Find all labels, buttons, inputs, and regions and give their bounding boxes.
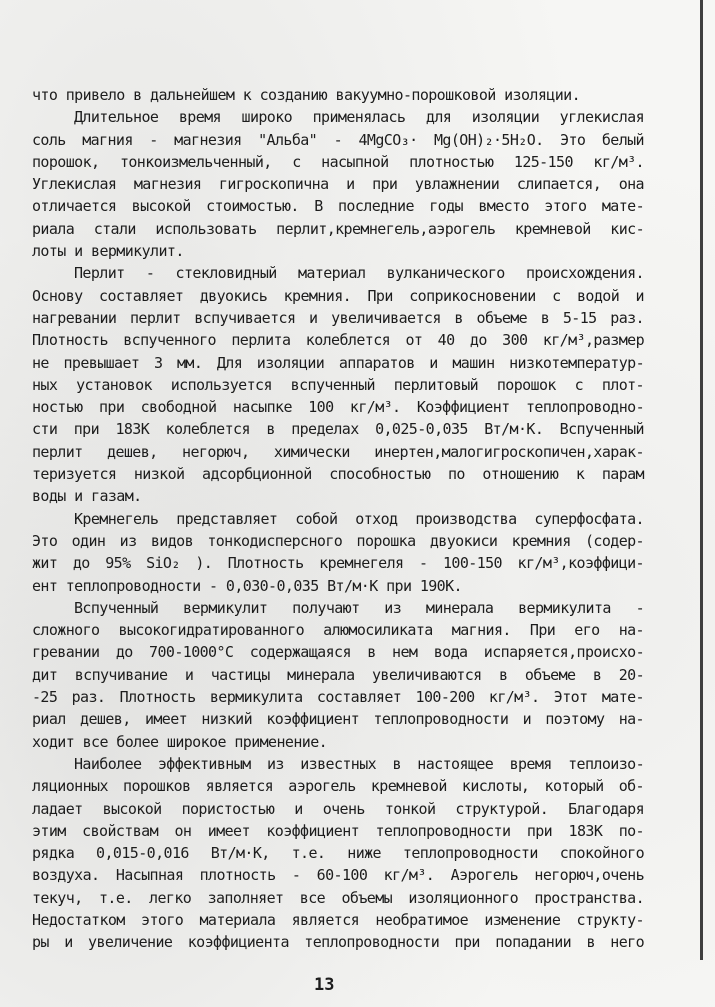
text-line: жит до 95% SiO₂ ). Плотность кремнегеля - 100-150 кг/м³,коэффици- <box>32 554 644 573</box>
page-number: 13 <box>314 975 335 995</box>
page-edge-line <box>700 0 703 960</box>
text-line: Недостатком этого материала является необратимое изменение структу- <box>32 910 644 929</box>
text-line: порошок, тонкоизмельченный, с насыпной плотностью 125-150 кг/м³. <box>32 152 644 171</box>
text-line: теризуется низкой адсорбционной способностью по отношению к парам <box>32 465 644 484</box>
text-line: Плотность вспученного перлита колеблется от 40 до 300 кг/м³,размер <box>32 331 644 350</box>
text-line: Это один из видов тонкодисперсного порошка двуокиси кремния (содер- <box>32 531 644 550</box>
text-line: лоты и вермикулит. <box>32 242 184 261</box>
text-line: что привело в дальнейшем к созданию вакуумно-порошковой изоляции. <box>32 86 581 104</box>
text-line: Основу составляет двуокись кремния. При соприкосновении с водой и <box>32 286 644 305</box>
text-line: воздуха. Насыпная плотность - 60-100 кг/м³. Аэрогель негорюч,очень <box>32 866 644 885</box>
text-line: ляционных порошков является аэрогель кремневой кислоты, который об- <box>32 777 644 796</box>
text-line: нагревании перлит вспучивается и увеличивается в объеме в 5-15 раз. <box>32 308 644 327</box>
text-line: дит вспучивание и частицы минерала увеличиваются в объеме в 20- <box>32 665 644 684</box>
text-line: ходит все более широкое применение. <box>32 732 328 751</box>
text-line: ент теплопроводности - 0,030-0,035 Вт/м·К при 190К. <box>32 576 462 595</box>
text-line: соль магния - магнезия "Альба" - 4MgCO₃· Mg(OH)₂·5H₂O. Это белый <box>32 130 644 149</box>
text-line: Перлит - стекловидный материал вулканического происхождения. <box>74 264 644 283</box>
text-line: риал дешев, имеет низкий коэффициент теплопроводности и поэтому на- <box>32 710 644 729</box>
text-line: Кремнегель представляет собой отход производства суперфосфата. <box>74 509 644 528</box>
text-line: Наиболее эффективным из известных в настоящее время теплоизо- <box>74 754 644 773</box>
text-line: перлит дешев, негорюч, химически инертен,малогигроскопичен,харак- <box>32 442 644 461</box>
body-text <box>32 84 644 954</box>
text-line: Длительное время широко применялась для изоляции углекислая <box>74 108 644 127</box>
text-line: ры и увеличение коэффициента теплопроводности при попадании в него <box>32 933 644 952</box>
text-line: ных установок используется вспученный перлитовый порошок с плот- <box>32 375 644 394</box>
text-line: гревании до 700-1000°С содержащаяся в нем вода испаряется,происхо- <box>32 643 644 662</box>
text-line: этим свойствам он имеет коэффициент теплопроводности при 183К по- <box>32 821 644 840</box>
text-line: Вспученный вермикулит получают из минерала вермикулита - <box>74 598 644 617</box>
text-line: сти при 183К колеблется в пределах 0,025-0,035 Вт/м·К. Вспученный <box>32 420 644 439</box>
text-line: ностью при свободной насыпке 100 кг/м³. Коэффициент теплопроводно- <box>32 398 644 417</box>
text-line: сложного высокогидратированного алюмосиликата магния. При его на- <box>32 621 644 640</box>
text-line: отличается высокой стоимостью. В последние годы вместо этого мате- <box>32 197 644 216</box>
text-line: текуч, т.е. легко заполняет все объемы изоляционного пространства. <box>32 888 644 907</box>
text-line: не превышает 3 мм. Для изоляции аппаратов и машин низкотемператур- <box>32 353 644 372</box>
text-line: -25 раз. Плотность вермикулита составляет 100-200 кг/м³. Этот мате- <box>32 688 644 707</box>
text-line: риала стали использовать перлит,кремнегель,аэрогель кремневой кис- <box>32 219 644 238</box>
text-line: воды и газам. <box>32 487 142 506</box>
text-line: ладает высокой пористостью и очень тонкой структурой. Благодаря <box>32 799 644 818</box>
text-line: рядка 0,015-0,016 Вт/м·К, т.е. ниже теплопроводности спокойного <box>32 844 644 863</box>
text-line: Углекислая магнезия гигроскопична и при увлажнении слипается, она <box>32 175 644 194</box>
